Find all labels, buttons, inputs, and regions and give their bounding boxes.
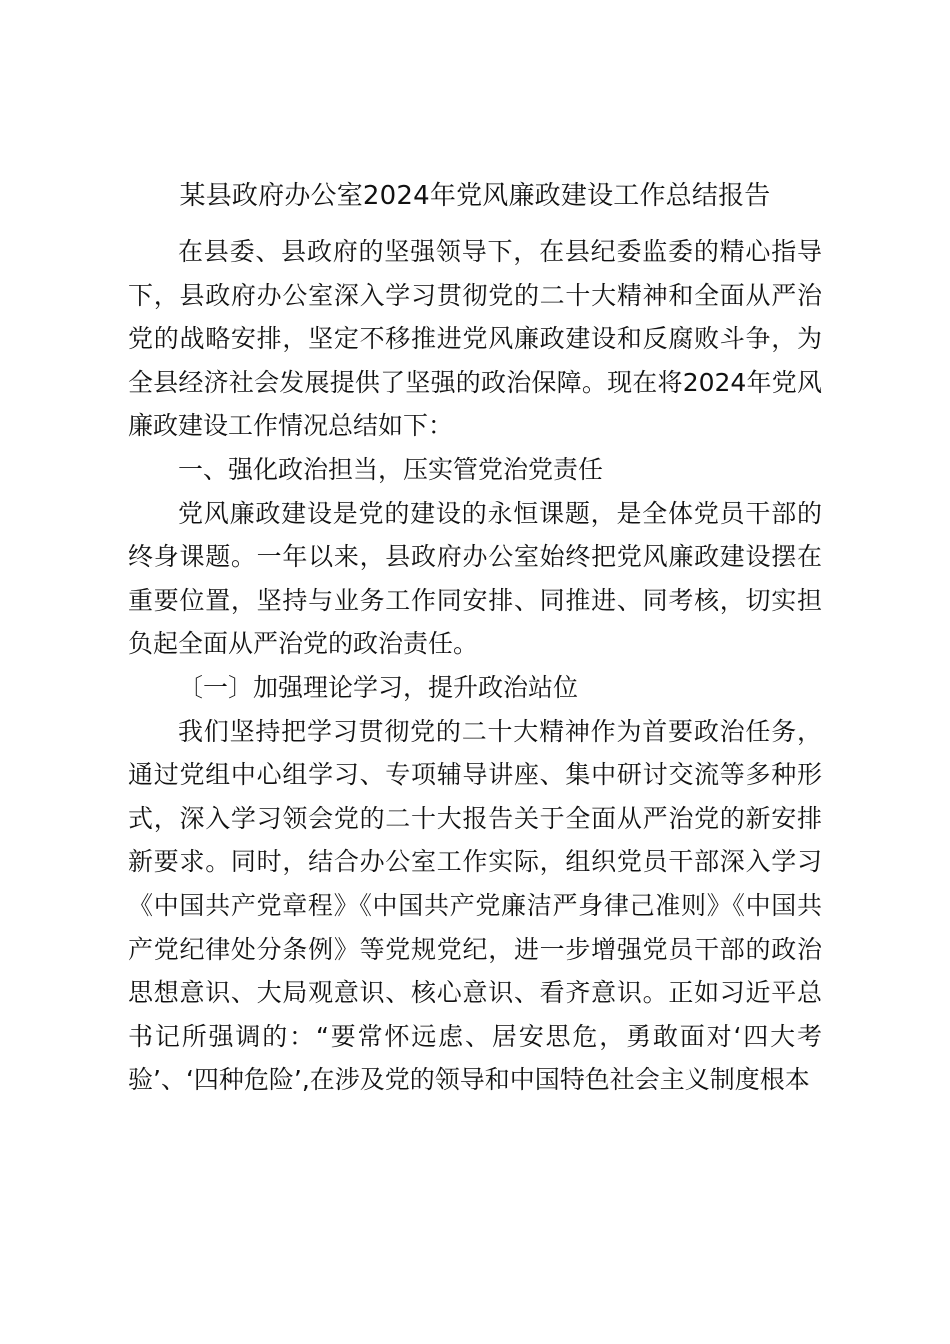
intro-paragraph: 在县委、县政府的坚强领导下，在县纪委监委的精心指导下，县政府办公室深入学习贯彻党的二十大精神和全面从严治党的战略安排，坚定不移推进党风廉政建设和反腐败斗争，为全县经济社会发展提供了坚强的政治保障。现在将2024年党风廉政建设工作情况总结如下：	[128, 237, 822, 441]
section-1-paragraph: 党风廉政建设是党的建设的永恒课题，是全体党员干部的终身课题。一年以来，县政府办公室始终把党风廉政建设摆在重要位置，坚持与业务工作同安排、同推进、同考核，切实担负起全面从严治党的政治责任。	[128, 498, 822, 659]
section-1-heading: 一、强化政治担当，压实管党治党责任	[178, 454, 604, 484]
subsection-1-paragraph: 我们坚持把学习贯彻党的二十大精神作为首要政治任务，通过党组中心组学习、专项辅导讲座、集中研讨交流等多种形式，深入学习领会党的二十大报告关于全面从严治党的新安排新要求。同时，结合办公室工作实际，组织党员干部深入学习《中国共产党章程》《中国共产党廉洁严身律己准则》《中国共产党纪律处分条例》等党规党纪，进一步增强党员干部的政治思想意识、大局观意识、核心意识、看齐意识。正如习近平总书记所强调的：“要常怀远虑、居安思危，勇敢面对‘四大考验’、‘四种危险’,在涉及党的领导和中国特色社会主义制度根本	[128, 716, 822, 1095]
document-title: 某县政府办公室2024年党风廉政建设工作总结报告	[179, 181, 771, 211]
document-body	[128, 230, 822, 1102]
subsection-1-heading: 〔一〕加强理论学习，提升政治站位	[178, 672, 579, 702]
